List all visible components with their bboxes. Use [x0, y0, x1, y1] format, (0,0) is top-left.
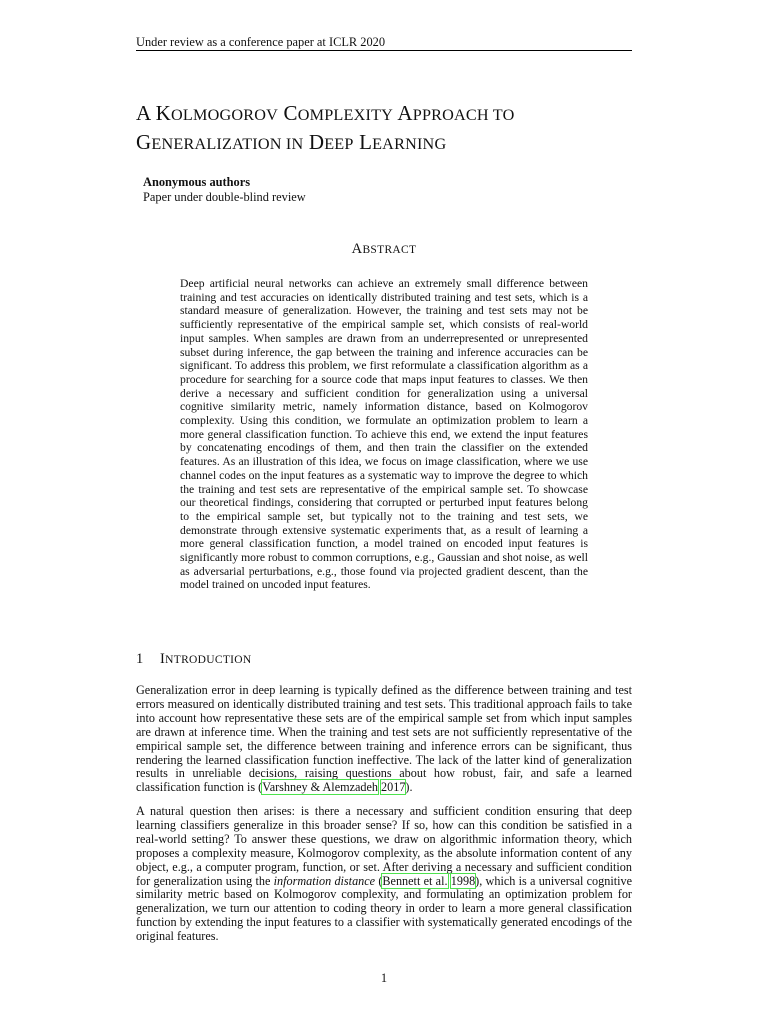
section-heading-introduction — [136, 650, 252, 669]
title-word-deep: DEEP — [308, 130, 354, 154]
author-name: Anonymous authors — [143, 175, 251, 189]
title-line-1 — [136, 100, 632, 129]
paper-title — [136, 100, 632, 158]
citation-year-2017[interactable]: 2017 — [381, 780, 406, 795]
title-word-approach-to: APPROACH TO — [397, 101, 515, 125]
header-rule — [136, 50, 632, 51]
abstract-heading: ABSTRACT — [351, 241, 417, 257]
intro-paragraph-2: A natural question then arises: is there a necessary and sufficient condition ensuring that deep learning classifiers generalize in this broader sense? If so, how can this condition be satisfied in a real-world setting? To answer these questions, we draw on algorithmic information theory, which proposes a complexity measure, Kolmogorov complexity, as the absolute information content of any object, e.g., a computer program, function, or set. After deriving a necessary and sufficient condition for generalization using the information distance (Bennett et al. 1998), which is a universal cognitive similarity metric based on Kolmogorov complexity, and formulating an optimization problem for generalization, we turn our attention to coding theory in order to learn a more general classification function by extending the input features to a classifier with systematically generated encodings of the original features. — [136, 804, 632, 944]
title-word-complexity: COMPLEXITY — [283, 101, 394, 125]
author-affiliation: Paper under double-blind review — [143, 190, 306, 204]
citation-year-1998[interactable]: 1998 — [450, 873, 476, 888]
author-block — [143, 175, 306, 205]
citation-bennett-1998[interactable]: Bennett et al. — [382, 873, 448, 888]
abstract-text: Deep artificial neural networks can achieve an extremely small difference between training and test accuracies on identically distributed training and test sets, which is a standard measure of generalization. However, the training and test sets may not be sufficiently representative of the empirical sample set, which consists of real-world input samples. When samples are drawn from an underrepresented or unrepresented subset during inference, the gap between the training and inference accuracies can be significant. To address this problem, we first reformulate a classification algorithm as a procedure for searching for a source code that maps input features to classes. We then derive a necessary and sufficient condition for generalization using a universal cognitive similarity metric, namely information distance, based on Kolmogorov complexity. Using this condition, we formulate an optimization problem to learn a more general classification function. To achieve this end, we extend the input features by concatenating encodings of them, and then train the classifier on the extended features. As an illustration of this idea, we focus on image classification, where we use channel codes on the input features as a systematic way to improve the degree to which the training and test sets are representative of the empirical sample set. To showcase our theoretical findings, considering that corrupted or perturbed input features belong to the empirical sample set, but typically not to the training and test sets, we demonstrate through extensive systematic experiments that, as a result of learning a more general classification function, a model trained on encoded input features is significantly more robust to common corruptions, e.g., Gaussian and shot noise, as well as adversarial perturbations, e.g., those found via projected gradient descent, than the model trained on uncoded input features. — [180, 277, 588, 592]
running-head: Under review as a conference paper at ICLR 2020 — [136, 35, 386, 49]
section-title: INTRODUCTION — [160, 651, 252, 667]
title-line-2 — [136, 129, 632, 158]
section-number: 1 — [136, 651, 144, 667]
page-number: 1 — [380, 971, 388, 985]
emphasis-information-distance: information distance — [273, 873, 376, 888]
intro-paragraph-1: Generalization error in deep learning is typically defined as the difference between training and test errors measured on identically distributed training and test sets. This traditional approach fails to take into account how representative these sets are of the empirical sample set from which input samples are drawn at inference time. When the training and test sets are not sufficiently representative of the empirical sample set, the difference between training and inference errors can be significant, thus rendering the learned classification function ineffective. The lack of the latter kind of generalization results in unreliable decisions, raising questions about how robust, fair, and safe a learned classification function is (Varshney & Alemzadeh 2017). — [136, 683, 632, 795]
title-word-generalization-in: GENERALIZATION IN — [136, 130, 304, 154]
citation-varshney-2017[interactable]: Varshney & Alemzadeh — [262, 780, 378, 795]
title-word-a: A — [136, 101, 151, 125]
title-word-kolmogorov: KOLMOGOROV — [155, 101, 279, 125]
title-word-learning: LEARNING — [359, 130, 447, 154]
